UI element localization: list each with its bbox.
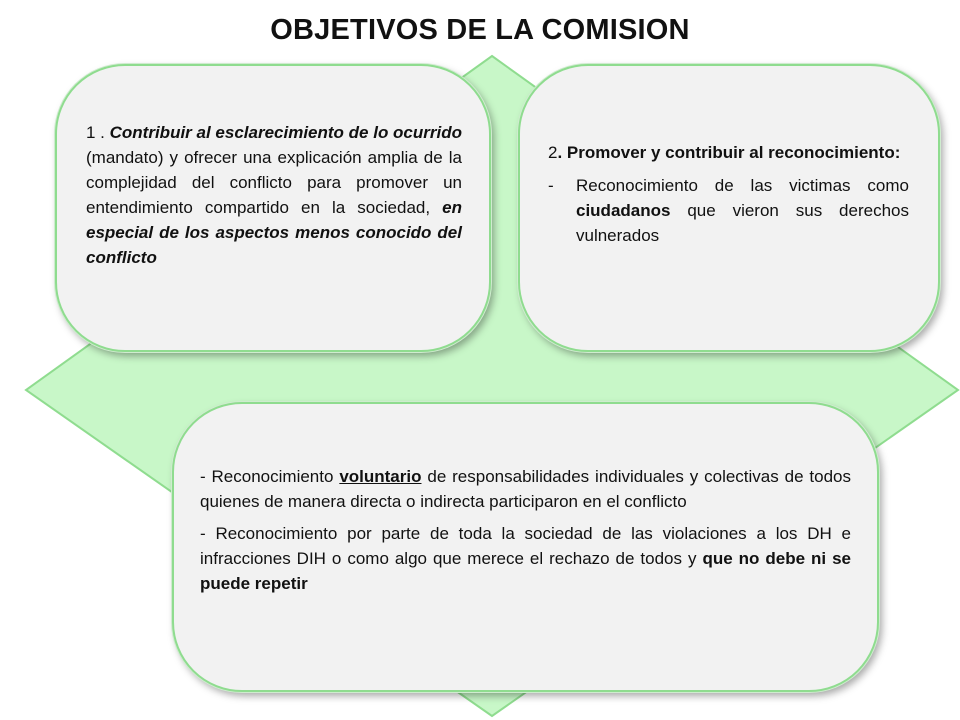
objective-2-box bbox=[518, 64, 940, 352]
objective-1-emphasis-2: en especial de los aspectos menos conocido del conflicto bbox=[86, 198, 462, 267]
objective-2-item-bold: ciudadanos bbox=[576, 201, 671, 220]
recognition-p1-text-2: de responsabilidades individuales y colectivas de todos quienes de manera directa o indirecta participaron en el conflicto bbox=[200, 467, 851, 511]
objective-1-box bbox=[55, 64, 491, 352]
recognition-paragraph-2 bbox=[200, 521, 851, 596]
recognition-p2-bold: que no debe ni se puede repetir bbox=[200, 549, 851, 593]
recognition-paragraph-1 bbox=[200, 464, 851, 514]
objective-2-list bbox=[548, 173, 909, 248]
recognition-p1-underlined: voluntario bbox=[339, 467, 422, 486]
objective-1-number: 1 . bbox=[86, 123, 105, 142]
objective-2-item-text-2: que vieron sus derechos vulnerados bbox=[576, 201, 909, 245]
objective-2-number: 2 bbox=[548, 143, 558, 162]
recognition-p2-text: - Reconocimiento por parte de toda la sociedad de las violaciones a los DH e infracciones DIH o como algo que merece el rechazo de todos y bbox=[200, 524, 851, 568]
recognition-p1-text: - Reconocimiento bbox=[200, 467, 334, 486]
objective-2-heading-text: . Promover y contribuir al reconocimiento: bbox=[557, 143, 901, 162]
objective-1-text bbox=[86, 120, 462, 270]
objective-2-list-item bbox=[548, 173, 909, 248]
objective-1-emphasis: Contribuir al esclarecimiento de lo ocurrido bbox=[109, 123, 462, 142]
page-title: OBJETIVOS DE LA COMISION bbox=[270, 14, 690, 46]
objective-2-item-text: Reconocimiento de las victimas como bbox=[576, 176, 909, 195]
recognition-box bbox=[172, 402, 879, 692]
objective-2-heading bbox=[548, 140, 909, 165]
objective-1-body: (mandato) y ofrecer una explicación amplia de la complejidad del conflicto para promover un entendimiento compartido en la sociedad, bbox=[86, 148, 462, 217]
